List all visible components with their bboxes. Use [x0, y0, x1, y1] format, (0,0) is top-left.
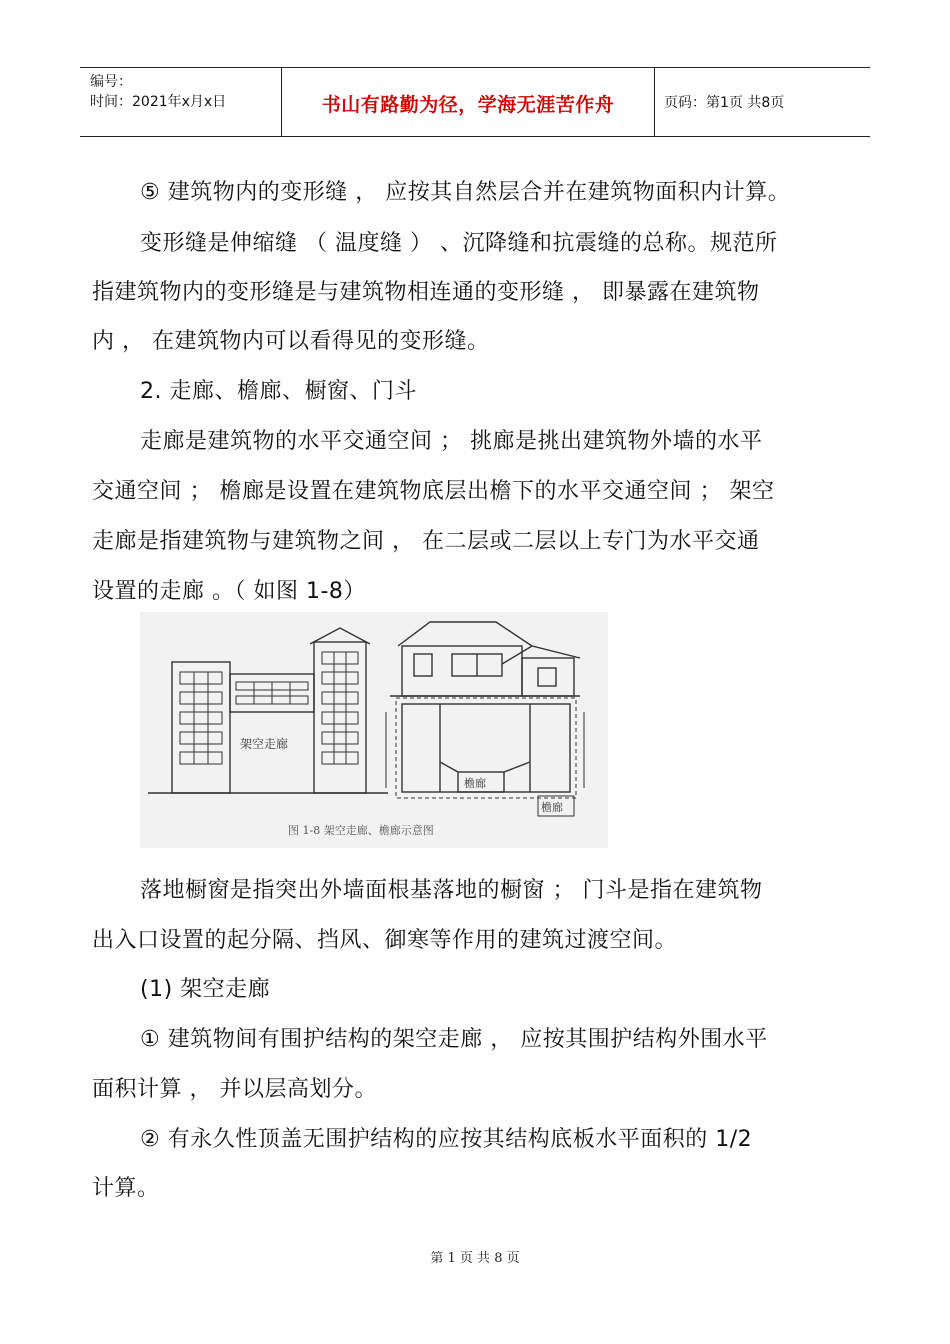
paragraph-line: ① 建筑物间有围护结构的架空走廊 ， 应按其围护结构外围水平 — [140, 1027, 768, 1052]
paragraph-line: 变形缝是伸缩缝 （ 温度缝 ） 、沉降缝和抗震缝的总称。规范所 — [140, 231, 778, 256]
paragraph-line: 内 ， 在建筑物内可以看得见的变形缝。 — [92, 329, 490, 354]
paragraph-line: 面积计算 ， 并以层高划分。 — [92, 1077, 377, 1102]
page-footer: 第 1 页 共 8 页 — [430, 1251, 520, 1266]
paragraph-line: 交通空间 ； 檐廊是设置在建筑物底层出檐下的水平交通空间 ； 架空 — [92, 479, 775, 504]
paragraph-line: 计算。 — [92, 1176, 160, 1201]
number-label: 编号： — [90, 74, 132, 90]
motto-text: 书山有路勤为径，学海无涯苦作舟 — [321, 94, 615, 116]
section-heading: 2. 走廊、檐廊、橱窗、门斗 — [140, 379, 417, 404]
paragraph-deformation-joint: ⑤ 建筑物内的变形缝 ， 应按其自然层合并在建筑物面积内计算。 — [140, 180, 791, 205]
document-header — [80, 67, 870, 137]
page-label: 页码：第1页 共8页 — [664, 95, 785, 111]
paragraph-line: 设置的走廊 。（ 如图 1-8） — [92, 579, 366, 604]
header-motto-cell — [281, 68, 655, 136]
figure-corridor-diagram — [140, 612, 608, 848]
label-elevated-corridor: 架空走廊 — [240, 737, 289, 751]
section-heading: (1) 架空走廊 — [140, 977, 271, 1002]
paragraph-line: 落地橱窗是指突出外墙面根基落地的橱窗 ； 门斗是指在建筑物 — [140, 878, 763, 903]
label-veranda-inner: 檐廊 — [464, 777, 486, 790]
time-label: 时间：2021年x月x日 — [90, 94, 227, 110]
paragraph-line: 走廊是指建筑物与建筑物之间 ， 在二层或二层以上专门为水平交通 — [92, 529, 760, 554]
figure-caption: 图 1-8 架空走廊、檐廊示意图 — [288, 824, 434, 837]
paragraph-line: 指建筑物内的变形缝是与建筑物相连通的变形缝 ， 即暴露在建筑物 — [92, 280, 760, 305]
paragraph-line: ② 有永久性顶盖无围护结构的应按其结构底板水平面积的 1/2 — [140, 1127, 753, 1152]
corridor-diagram-svg — [140, 612, 608, 848]
paragraph-line: 出入口设置的起分隔、挡风、御寒等作用的建筑过渡空间。 — [92, 928, 678, 953]
label-veranda-outer: 檐廊 — [541, 801, 563, 814]
header-meta-cell — [80, 68, 280, 136]
paragraph-line: 走廊是建筑物的水平交通空间 ； 挑廊是挑出建筑物外墙的水平 — [140, 429, 763, 454]
header-page-cell — [654, 68, 870, 136]
